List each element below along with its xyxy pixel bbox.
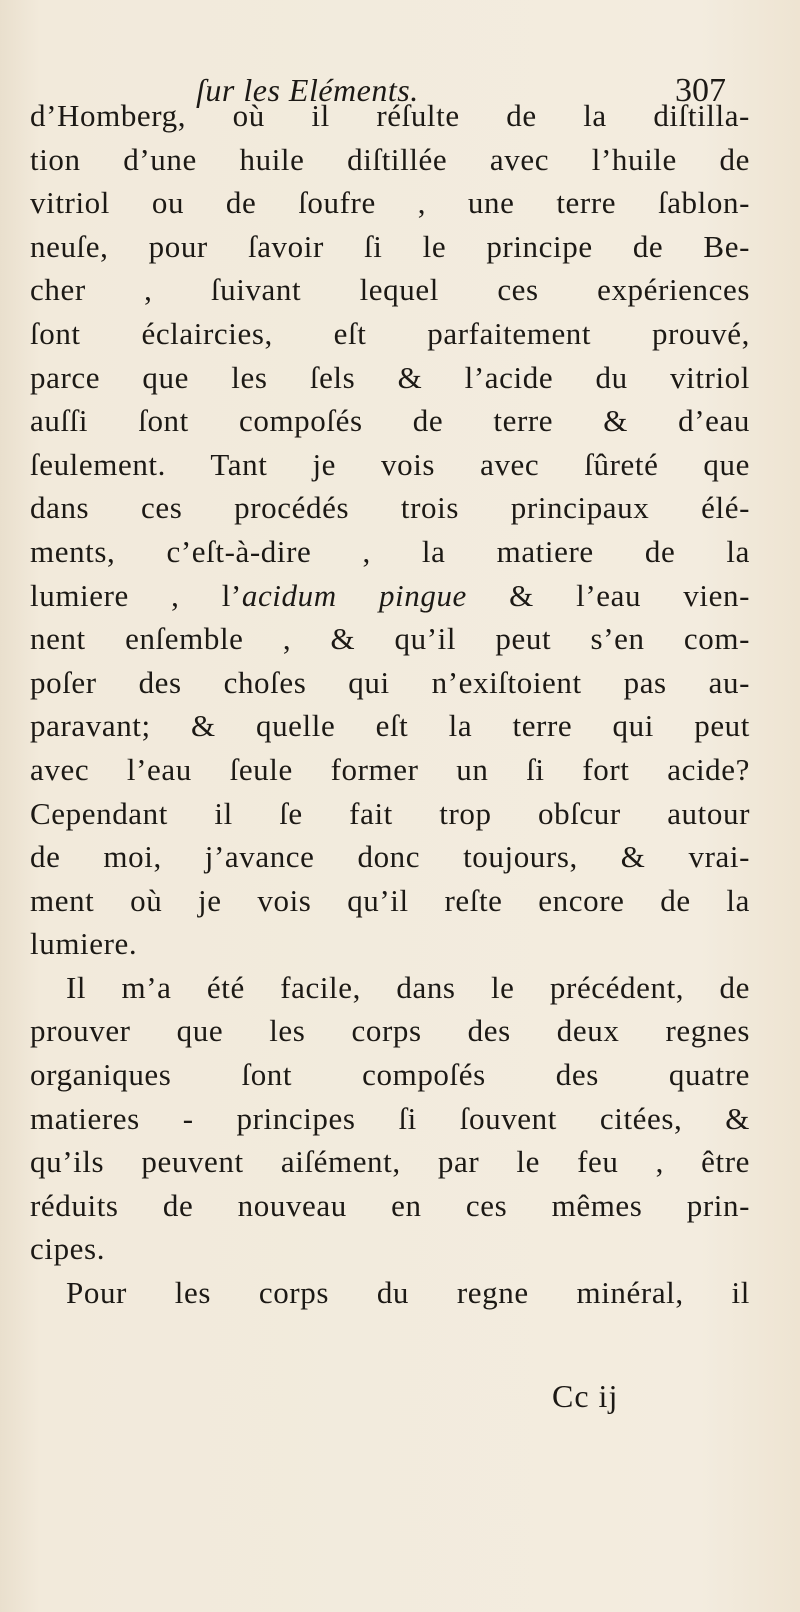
text-line: Pour les corps du regne minéral, il [66,1275,750,1311]
text-line: ſeulement. Tant je vois avec ſûreté que [30,446,750,482]
text-line: ments, c’eſt-à-dire , la matiere de la [30,533,750,569]
latin-term: acidum pingue [241,577,467,613]
text-segment: & l’eau vien- [466,577,750,613]
text-line: dans ces procédés trois principaux élé- [30,490,750,526]
text-segment: lumiere , l’ [30,577,242,613]
text-line: nent enſemble , & qu’il peut s’en com- [30,621,750,657]
text-line: ſont éclaircies, eſt parfaitement prouvé, [30,315,750,351]
text-line: vitriol ou de ſoufre , une terre ſablon- [30,185,750,221]
text-line: Il m’a été facile, dans le précédent, de [66,969,750,1005]
text-line: prouver que les corps des deux regnes [30,1013,750,1049]
body-text [30,94,750,1315]
text-line: cipes. [30,1231,106,1267]
text-line-acidum [30,574,750,618]
page-number: 307 [675,72,726,109]
text-line: paravant; & quelle eſt la terre qui peut [30,708,750,744]
text-line: organiques ſont compoſés des quatre [30,1057,750,1093]
signature-mark: Cc ij [552,1378,619,1414]
text-line: poſer des choſes qui n’exiſtoient pas au- [30,664,750,700]
text-line: d’Homberg, où il réſulte de la diſtilla- [30,98,750,133]
text-line: réduits de nouveau en ces mêmes prin- [30,1187,750,1223]
text-line: Cependant il ſe fait trop obſcur autour [30,795,750,831]
text-line: cher , ſuivant lequel ces expériences [30,272,750,308]
text-line: parce que les ſels & l’acide du vitriol [30,359,750,395]
text-line: neuſe, pour ſavoir ſi le principe de Be- [30,228,750,264]
running-title: ſur les Eléments. [196,72,419,108]
text-line: ment où je vois qu’il reſte encore de la [30,882,750,918]
text-line: matieres - principes ſi ſouvent citées, & [30,1100,750,1136]
text-line: auſſi ſont compoſés de terre & d’eau [30,403,750,439]
text-line: qu’ils peuvent aiſément, par le feu , être [30,1144,750,1180]
text-line: de moi, j’avance donc toujours, & vrai- [30,839,750,875]
text-line: tion d’une huile diſtillée avec l’huile de [30,141,750,177]
text-line: lumiere. [30,926,138,962]
text-line: avec l’eau ſeule former un ſi fort acide? [30,751,750,787]
